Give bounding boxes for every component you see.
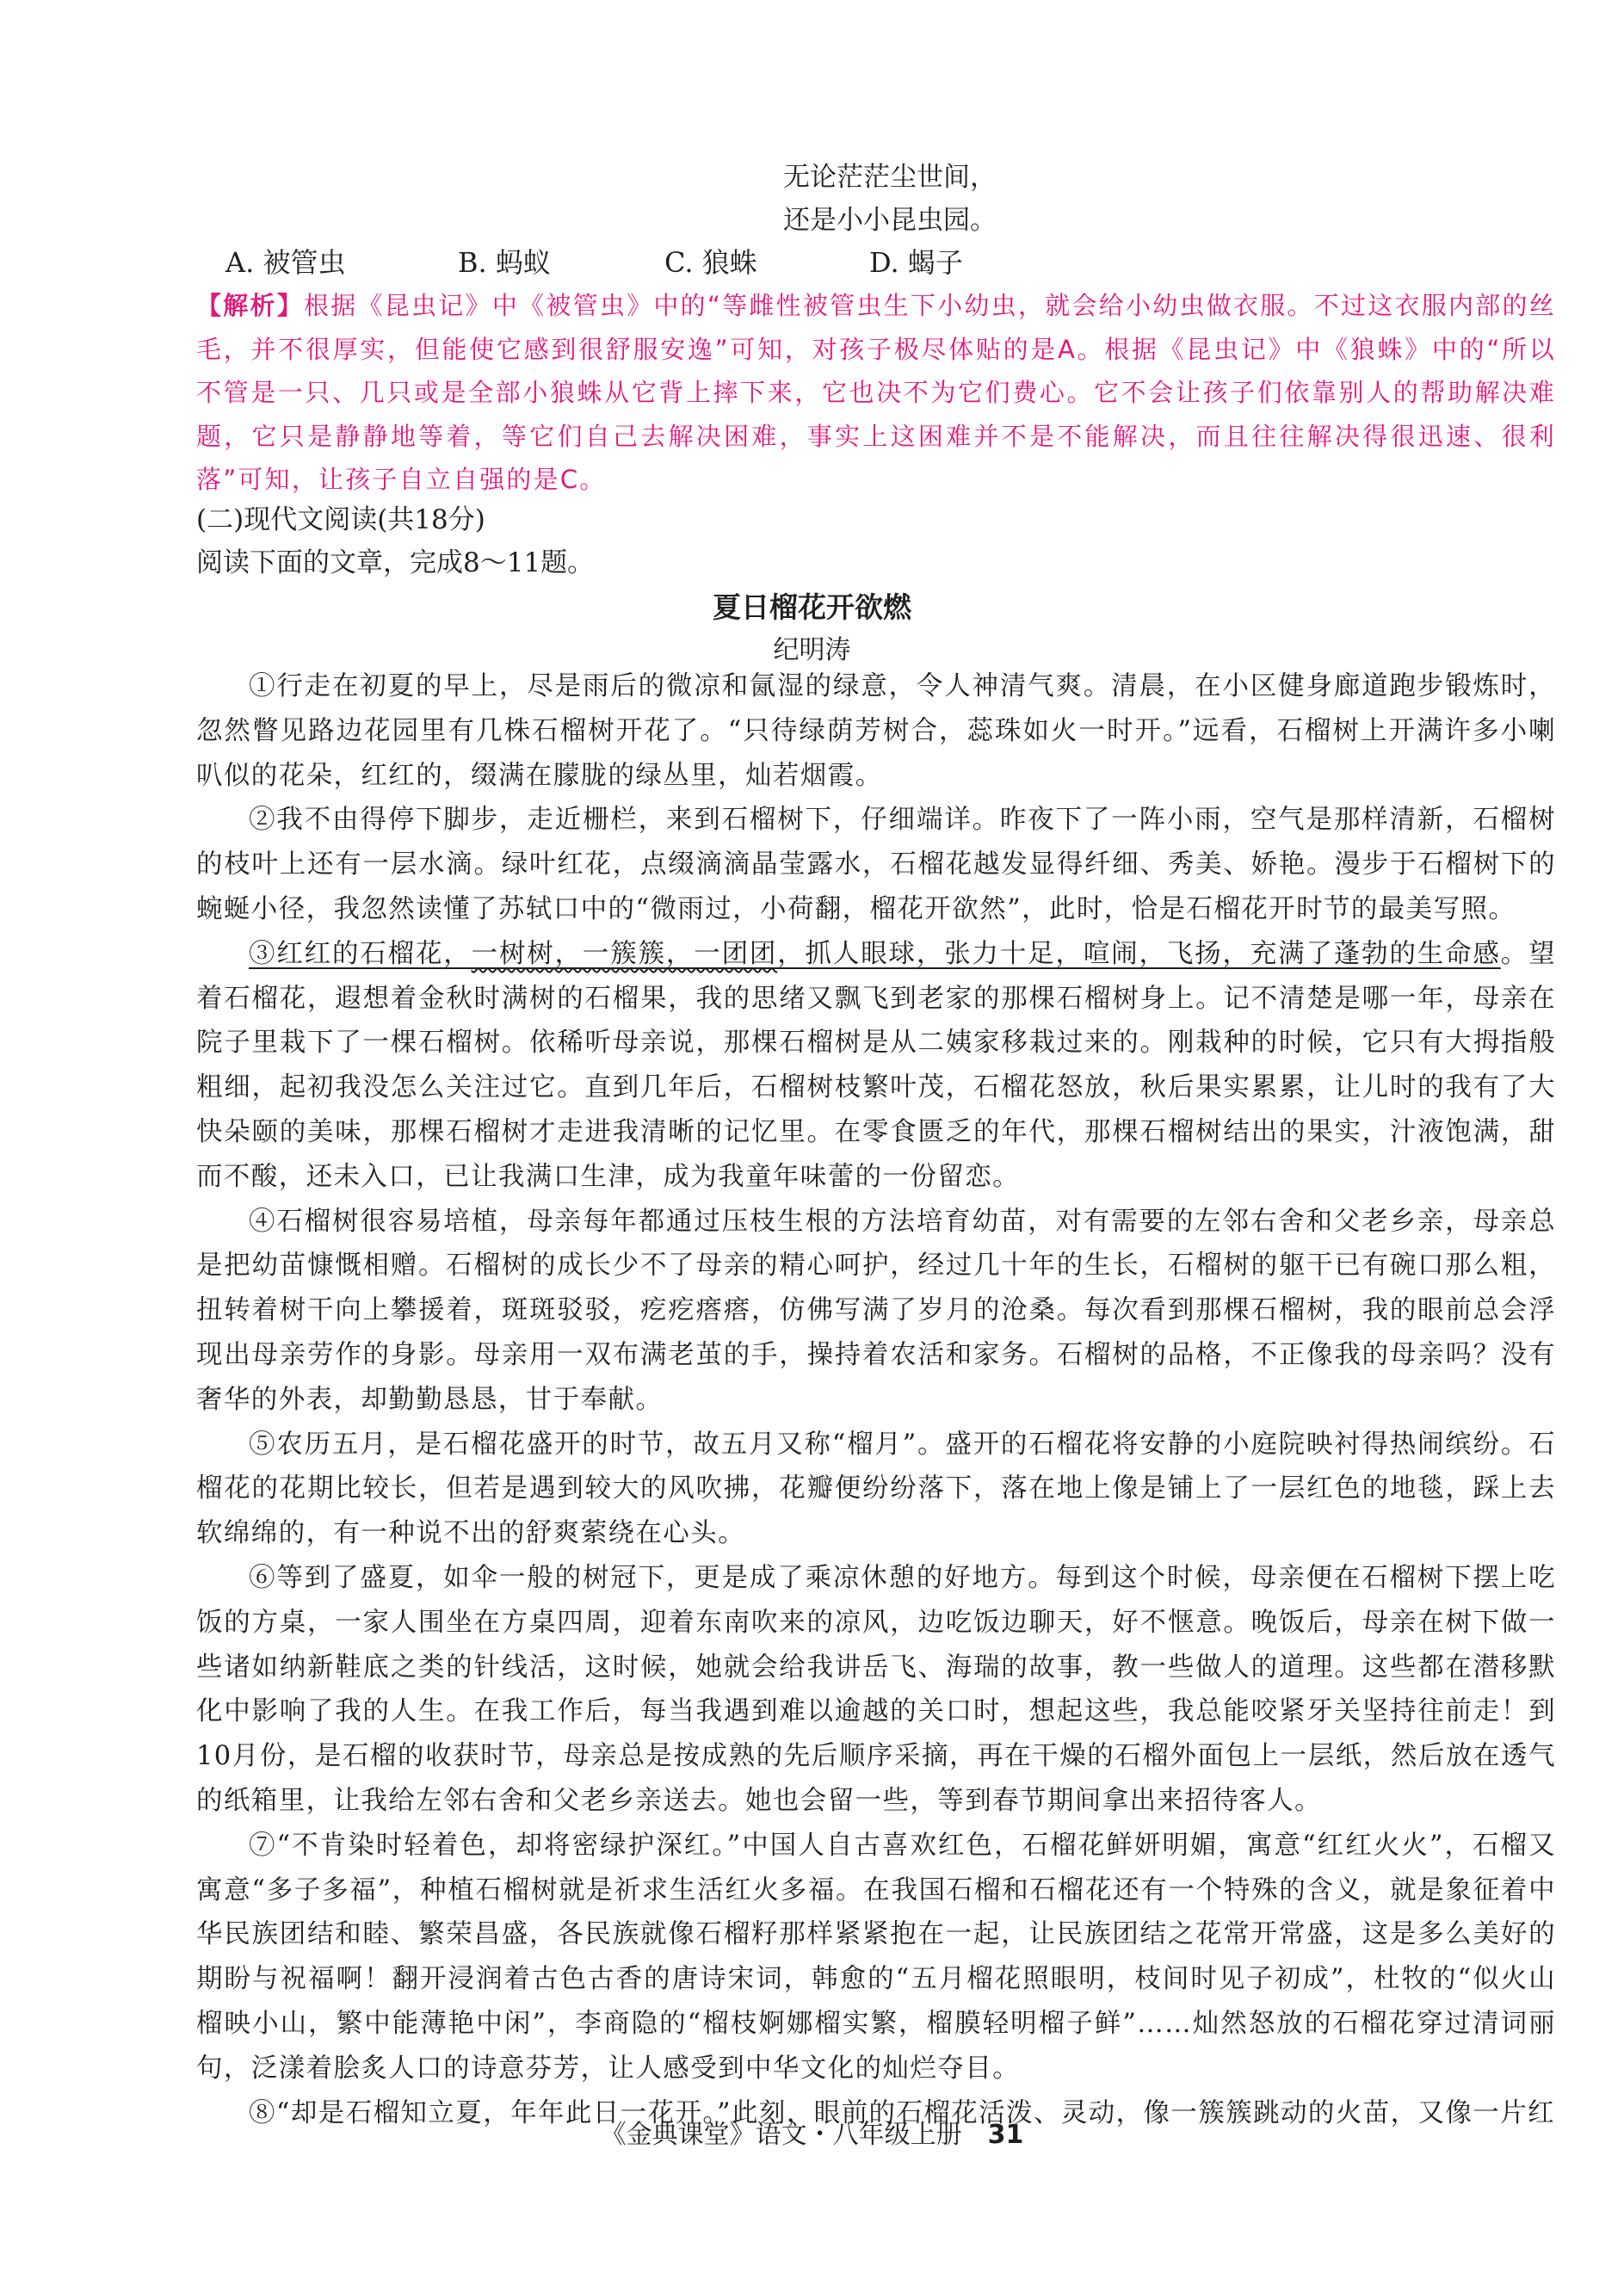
article-title: 夏日榴花开欲燃 — [713, 590, 911, 624]
p3-part-a: ③红红的石榴花， — [249, 938, 472, 969]
paragraph-4: ④石榴树很容易培植，母亲每年都通过压枝生根的方法培育幼苗，对有需要的左邻右舍和父老乡亲，母亲总是把幼苗慷慨相赠。石榴树的成长少不了母亲的精心呵护，经过几十年的生长，石榴树的躯干已有碗口那么粗，扭转着树干向上攀援着，斑斑驳驳，疙疙瘩瘩，仿佛写满了岁月的沧桑。每次看到那棵石榴树，我的眼前总会浮现出母亲劳作的身影。母亲用一双布满老茧的手，操持着农活和家务。石榴树的品格，不正像我的母亲吗？没有奢华的外表，却勤勤恳恳，甘于奉献。 — [196, 1206, 1556, 1415]
option-b: B. 蚂蚁 — [458, 246, 551, 279]
option-a: A. 被管虫 — [225, 246, 346, 279]
poem-line-2: 还是小小昆虫园。 — [783, 205, 997, 236]
option-d: D. 蝎子 — [869, 246, 963, 279]
page-number: 31 — [987, 2120, 1024, 2150]
paragraph-6: ⑥等到了盛夏，如伞一般的树冠下，更是成了乘凉休憩的好地方。每到这个时候，母亲便在石榴树下摆上吃饭的方桌，一家人围坐在方桌四周，迎着东南吹来的凉风，边吃饭边聊天，好不惬意。晚饭后，母亲在树下做一些诸如纳新鞋底之类的针线活，这时候，她就会给我讲岳飞、海瑞的故事，教一些做人的道理。这些都在潜移默化中影响了我的人生。在我工作后，每当我遇到难以逾越的关口时，想起这些，我总能咬紧牙关坚持往前走！到10月份，是石榴的收获时节，母亲总是按成熟的先后顺序采摘，再在干燥的石榴外面包上一层纸，然后放在透气的纸箱里，让我给左邻右舍和父老乡亲送去。她也会留一些，等到春节期间拿出来招待客人。 — [196, 1562, 1556, 1816]
option-c: C. 狼蛛 — [664, 246, 757, 279]
article-body — [196, 664, 1556, 2135]
poem-line-1: 无论茫茫尘世间， — [783, 162, 997, 193]
answer-options — [225, 241, 963, 281]
article-author: 纪明涛 — [773, 635, 851, 665]
paragraph-1: ①行走在初夏的早上，尽是雨后的微凉和氤湿的绿意，令人神清气爽。清晨，在小区健身廊道跑步锻炼时，忽然瞥见路边花园里有几株石榴树开花了。“只待绿荫芳树合，蕊珠如火一时开。”远看，石榴树上开满许多小喇叭似的花朵，红红的，缀满在朦胧的绿丛里，灿若烟霞。 — [196, 671, 1556, 791]
analysis-text: 根据《昆虫记》中《被管虫》中的“等雌性被管虫生下小幼虫，就会给小幼虫做衣服。不过这衣服内部的丝毛，并不很厚实，但能使它感到很舒服安逸”可知，对孩子极尽体贴的是A。根据《昆虫记》中《狼蛛》中的“所以不管是一只、几只或是全部小狼蛛从它背上摔下来，它也决不为它们费心。它不会让孩子们依靠别人的帮助解决难题，它只是静静地等着，等它们自己去解决困难，事实上这困难并不是不能解决，而且往往解决得很迅速、很利落”可知，让孩子自立自强的是C。 — [196, 291, 1556, 494]
section-heading: (二)现代文阅读(共18分) — [196, 504, 485, 535]
paragraph-2: ②我不由得停下脚步，走近栅栏，来到石榴树下，仔细端详。昨夜下了一阵小雨，空气是那样清新，石榴树的枝叶上还有一层水滴。绿叶红花，点缀滴滴晶莹露水，石榴花越发显得纤细、秀美、娇艳。漫步于石榴树下的蜿蜒小径，我忽然读懂了苏轼口中的“微雨过，小荷翻，榴花开欲然”，此时，恰是石榴花开时节的最美写照。 — [196, 805, 1556, 924]
analysis-tag: 【解析】 — [196, 291, 305, 320]
answer-analysis — [196, 284, 1556, 502]
p3-part-c: 。望着石榴花，遐想着金秋时满树的石榴果，我的思绪又飘飞到老家的那棵石榴树身上。记不清楚是哪一年，母亲在院子里栽下了一棵石榴树。依稀听母亲说，那棵石榴树是从二姨家移栽过来的。刚栽种的时候，它只有大拇指般粗细，起初我没怎么关注过它。直到几年后，石榴树枝繁叶茂，石榴花怒放，秋后果实累累，让儿时的我有了大快朵颐的美味，那棵石榴树才走进我清晰的记忆里。在零食匮乏的年代，那棵石榴树结出的果实，汁液饱满，甜而不酸，还未入口，已让我满口生津，成为我童年味蕾的一份留恋。 — [196, 938, 1556, 1192]
paragraph-8: ⑧“却是石榴知立夏，年年此日一花开。”此刻，眼前的石榴花活泼、灵动，像一簇簇跳动的火苗，又像一片红 — [249, 2097, 1556, 2128]
paragraph-5: ⑤农历五月，是石榴花盛开的时节，故五月又称“榴月”。盛开的石榴花将安静的小庭院映衬得热闹缤纷。石榴花的花期比较长，但若是遇到较大的风吹拂，花瓣便纷纷落下，落在地上像是铺上了一层红色的地毯，踩上去软绵绵的，有一种说不出的舒爽萦绕在心头。 — [196, 1429, 1556, 1549]
underlined-sentence — [249, 939, 1501, 969]
paragraph-7: ⑦“不肯染时轻着色，却将密绿护深红。”中国人自古喜欢红色，石榴花鲜妍明媚，寓意“红红火火”，石榴又寓意“多子多福”，种植石榴树就是祈求生活红火多福。在我国石榴和石榴花还有一个特殊的含义，就是象征着中华民族团结和睦、繁荣昌盛，各民族就像石榴籽那样紧紧抱在一起，让民族团结之花常开常盛，这是多么美好的期盼与祝福啊！翻开浸润着古色古香的唐诗宋词，韩愈的“五月榴花照眼明，枝间时见子初成”，杜牧的“似火山榴映小山，繁中能薄艳中闲”，李商隐的“榴枝婀娜榴实繁，榴膜轻明榴子鲜”……灿然怒放的石榴花穿过清词丽句，泛漾着脍炙人口的诗意芬芳，让人感受到中华文化的灿烂夺目。 — [196, 1830, 1556, 2084]
wavy-underlined-phrase: 一树树，一簇簇，一团团 — [471, 938, 778, 969]
p3-part-b: ，抓人眼球，张力十足，喧闹，飞扬，充满了蓬勃的生命感 — [777, 938, 1501, 969]
page-footer — [0, 2113, 1624, 2151]
footer-book-title: 《金典课堂》语文・八年级上册 — [600, 2120, 962, 2150]
paragraph-3 — [196, 932, 1556, 1200]
section-instruction: 阅读下面的文章，完成8～11题。 — [196, 547, 595, 578]
